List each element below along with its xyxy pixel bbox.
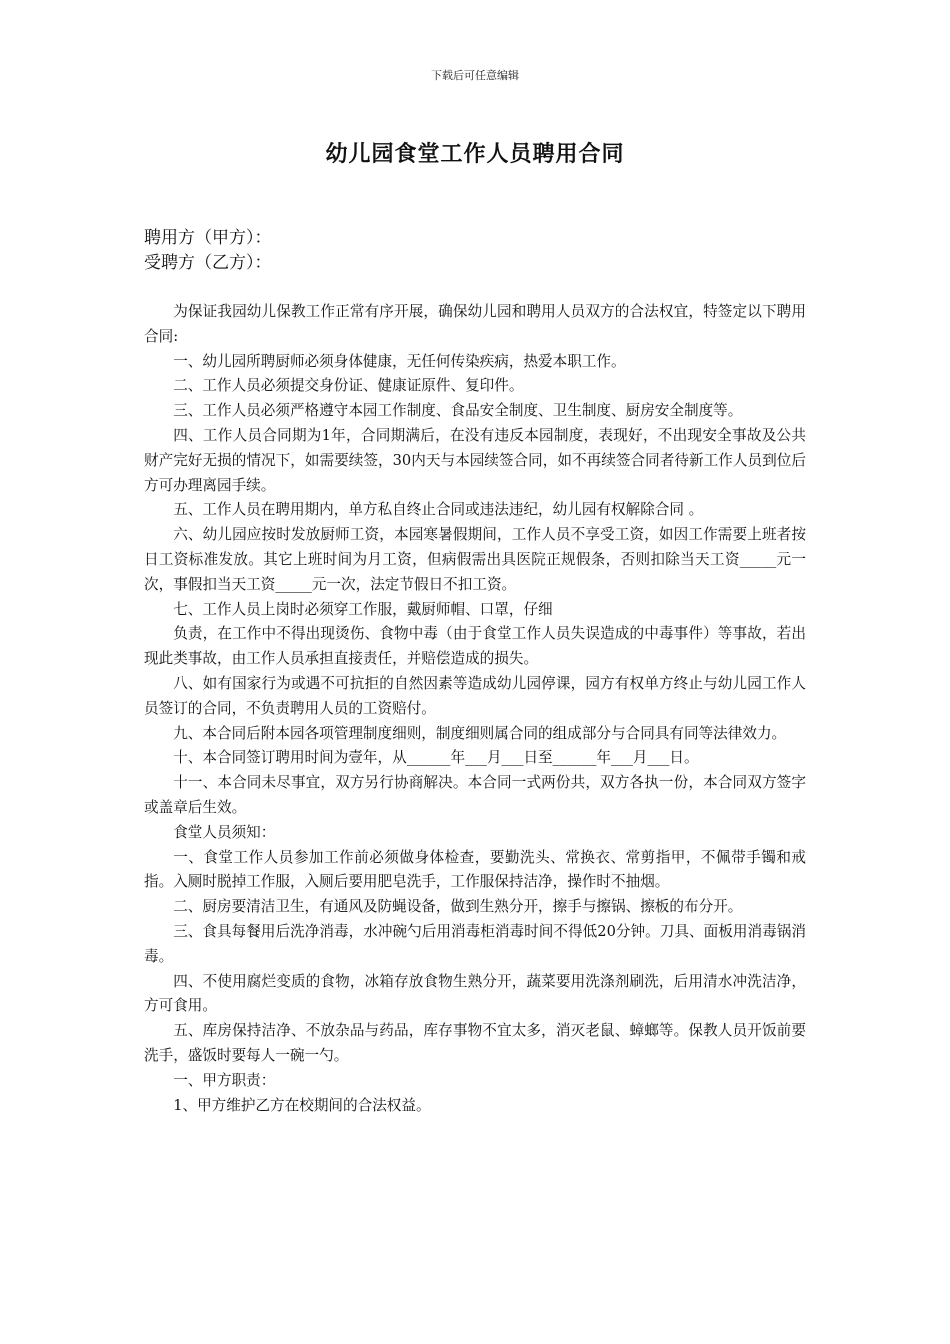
clause-8: 八、如有国家行为或遇不可抗拒的自然因素等造成幼儿园停课，园方有权单方终止与幼儿园工作人员签订的合同，不负责聘用人员的工资赔付。 bbox=[144, 674, 806, 717]
employer-label: 聘用方（甲方）： bbox=[144, 228, 272, 248]
party-a-duties-heading: 一、甲方职责： bbox=[173, 1071, 276, 1089]
clause-10: 十、本合同签订聘用时间为壹年，从______年___月___日至______年___月___日。 bbox=[173, 749, 699, 767]
clause-9: 九、本合同后附本园各项管理制度细则，制度细则属合同的组成部分与合同具有同等法律效力。 bbox=[173, 724, 787, 742]
party-a-duty-1: 1、甲方维护乙方在校期间的合法权益。 bbox=[173, 1096, 431, 1114]
notice-item-3: 三、食具每餐用后洗净消毒，水冲碗勺后用消毒柜消毒时间不得低20分钟。刀具、面板用消毒锅消毒。 bbox=[144, 922, 806, 965]
clause-4: 四、工作人员合同期为1年，合同期满后，在没有违反本园制度，表现好，不出现安全事故及公共财产完好无损的情况下，如需要续签，30内天与本园续签合同，如不再续签合同者待新工作人员到位后方可办理离园手续。 bbox=[144, 426, 806, 494]
contract-body bbox=[144, 300, 806, 1118]
parties-block bbox=[144, 226, 804, 276]
notice-item-2: 二、厨房要清洁卫生，有通风及防蝇设备，做到生熟分开，擦手与擦锅、擦板的布分开。 bbox=[173, 898, 743, 916]
notice-item-5: 五、库房保持洁净、不放杂品与药品，库存事物不宜太多，消灭老鼠、蟑螂等。保教人员开饭前要洗手，盛饭时要每人一碗一勺。 bbox=[144, 1022, 806, 1064]
notice-item-1: 一、食堂工作人员参加工作前必须做身体检查，要勤洗头、常换衣、常剪指甲，不佩带手镯和戒指。入厕时脱掉工作服，入厕后要用肥皂洗手，工作服保持洁净，操作时不抽烟。 bbox=[144, 848, 806, 891]
intro-paragraph: 为保证我园幼儿保教工作正常有序开展，确保幼儿园和聘用人员双方的合法权宜，特签定以下聘用合同: bbox=[144, 303, 806, 345]
notice-item-4: 四、不使用腐烂变质的食物，冰箱存放食物生熟分开，蔬菜要用洗涤剂刷洗，后用清水冲洗洁净，方可食用。 bbox=[144, 972, 806, 1015]
clause-5: 五、工作人员在聘用期内，单方私自终止合同或违法违纪，幼儿园有权解除合同 。 bbox=[173, 501, 704, 519]
clause-1: 一、幼儿园所聘厨师必须身体健康，无任何传染疾病，热爱本职工作。 bbox=[173, 352, 626, 370]
clause-6: 六、幼儿园应按时发放厨师工资，本园寒暑假期间，工作人员不享受工资，如因工作需要上班者按日工资标准发放。其它上班时间为月工资，但病假需出具医院正规假条，否则扣除当天工资_____元一次，事假扣当天工资_____元一次，法定节假日不扣工资。 bbox=[144, 526, 806, 593]
clause-3: 三、工作人员必须严格遵守本园工作制度、食品安全制度、卫生制度、厨房安全制度等。 bbox=[173, 402, 743, 420]
clause-7-continued: 负责，在工作中不得出现烫伤、食物中毒（由于食堂工作人员失误造成的中毒事件）等事故，若出现此类事故，由工作人员承担直接责任，并赔偿造成的损失。 bbox=[144, 625, 806, 668]
notice-heading: 食堂人员须知： bbox=[173, 823, 276, 841]
clause-11: 十一、本合同未尽事宜，双方另行协商解决。本合同一式两份共，双方各执一份，本合同双方签字或盖章后生效。 bbox=[144, 774, 806, 816]
employee-label: 受聘方（乙方）： bbox=[144, 253, 272, 273]
header-note: 下载后可任意编辑 bbox=[431, 69, 519, 82]
clause-2: 二、工作人员必须提交身份证、健康证原件、复印件。 bbox=[173, 377, 524, 395]
document-title: 幼儿园食堂工作人员聘用合同 bbox=[325, 142, 625, 167]
clause-7: 七、工作人员上岗时必须穿工作服，戴厨师帽、口罩，仔细 bbox=[173, 600, 553, 618]
